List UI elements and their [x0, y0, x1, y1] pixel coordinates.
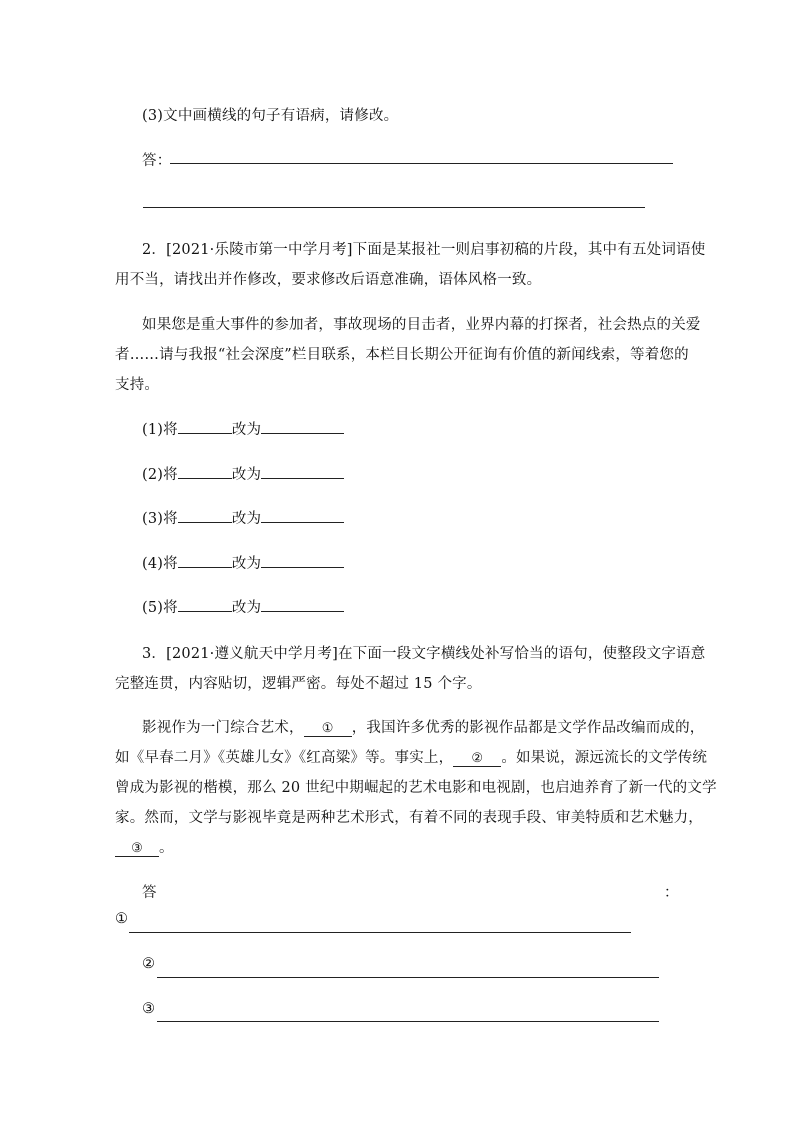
q3-passage-line-1 — [142, 716, 705, 737]
q3-answer-1-line[interactable] — [129, 932, 631, 933]
q2-item-1-change: 改为 — [231, 422, 262, 438]
q3-p2-start: 如《早春二月》《英雄儿女》《红高粱》等。事实上， — [115, 750, 454, 766]
q2-item-1 — [142, 418, 344, 439]
q2-item-3-num: (3)将 — [142, 511, 178, 527]
q3-passage-line-3: 曾成为影视的楷模，那么 20 世纪中期崛起的艺术电影和电视剧，也启迪养育了新一代的文学 — [115, 780, 717, 796]
q3-blank-3[interactable]: ③ — [115, 841, 159, 857]
q3-answer-3-line[interactable] — [157, 1021, 659, 1022]
q2-item-5-change: 改为 — [231, 600, 262, 616]
q2-item-2-revised-blank[interactable] — [261, 465, 344, 479]
q2-item-4-original-blank[interactable] — [178, 554, 232, 568]
q2-item-4-change: 改为 — [231, 556, 262, 572]
q1-answer-line-1[interactable] — [170, 163, 673, 164]
q1-sub3-text: (3)文中画横线的句子有语病，请修改。 — [142, 108, 399, 124]
q2-item-1-num: (1)将 — [142, 422, 178, 438]
q2-item-3-change: 改为 — [231, 511, 262, 527]
q2-item-3-original-blank[interactable] — [178, 509, 232, 523]
q2-item-2 — [142, 463, 344, 484]
q2-item-5-revised-blank[interactable] — [261, 598, 344, 612]
q3-blank-2[interactable]: ② — [453, 751, 501, 767]
q3-answer-1-label: ① — [115, 911, 129, 927]
q3-passage-line-5 — [115, 836, 174, 857]
q2-item-3 — [142, 507, 344, 528]
q2-item-5-original-blank[interactable] — [178, 598, 232, 612]
q2-passage-line-2: 者……请与我报“社会深度”栏目联系，本栏目长期公开征询有价值的新闻线索，等着您的 — [115, 347, 689, 363]
q2-item-2-num: (2)将 — [142, 467, 178, 483]
q3-answer-colon: ： — [664, 885, 679, 901]
q3-p1-start: 影视作为一门综合艺术， — [142, 720, 304, 736]
q2-passage-line-3: 支持。 — [115, 377, 160, 393]
q2-item-3-revised-blank[interactable] — [261, 509, 344, 523]
q2-header-line-2: 用不当，请找出并作修改，要求修改后语意准确，语体风格一致。 — [115, 272, 542, 288]
q2-item-2-original-blank[interactable] — [178, 465, 232, 479]
q2-item-5 — [142, 596, 344, 617]
q3-answer-3-label: ③ — [142, 1001, 156, 1017]
q1-answer-label: 答： — [142, 153, 172, 169]
q3-p5-end: 。 — [159, 840, 174, 856]
q2-passage-line-1: 如果您是重大事件的参加者，事故现场的目击者，业界内幕的打探者，社会热点的关爱 — [142, 317, 701, 333]
q2-item-5-num: (5)将 — [142, 600, 178, 616]
q3-answer-2-line[interactable] — [157, 977, 659, 978]
q3-header-line-1: 3．[2021·遵义航天中学月考]在下面一段文字横线处补写恰当的语句，使整段文字语意 — [142, 646, 706, 662]
q3-answer-2-label: ② — [142, 956, 156, 972]
q3-answer-label: 答 — [142, 885, 157, 901]
q2-item-4 — [142, 552, 344, 573]
q3-passage-line-2 — [115, 746, 707, 767]
q3-passage-line-4: 家。然而，文学与影视毕竟是两种艺术形式，有着不同的表现手段、审美特质和艺术魅力， — [115, 810, 703, 826]
q2-item-2-change: 改为 — [231, 467, 262, 483]
q2-item-1-revised-blank[interactable] — [261, 420, 344, 434]
q2-item-1-original-blank[interactable] — [178, 420, 232, 434]
q3-p2-end: 。如果说，源远流长的文学传统 — [501, 750, 708, 766]
q3-header-line-2: 完整连贯，内容贴切，逻辑严密。每处不超过 15 个字。 — [115, 676, 482, 692]
q2-header-line-1: 2．[2021·乐陵市第一中学月考]下面是某报社一则启事初稿的片段，其中有五处词语使 — [142, 242, 706, 258]
q2-item-4-num: (4)将 — [142, 556, 178, 572]
q3-blank-1[interactable]: ① — [304, 721, 352, 737]
q1-answer-line-2[interactable] — [143, 207, 645, 208]
q3-p1-end: ，我国许多优秀的影视作品都是文学作品改编而成的， — [351, 720, 705, 736]
q2-item-4-revised-blank[interactable] — [261, 554, 344, 568]
